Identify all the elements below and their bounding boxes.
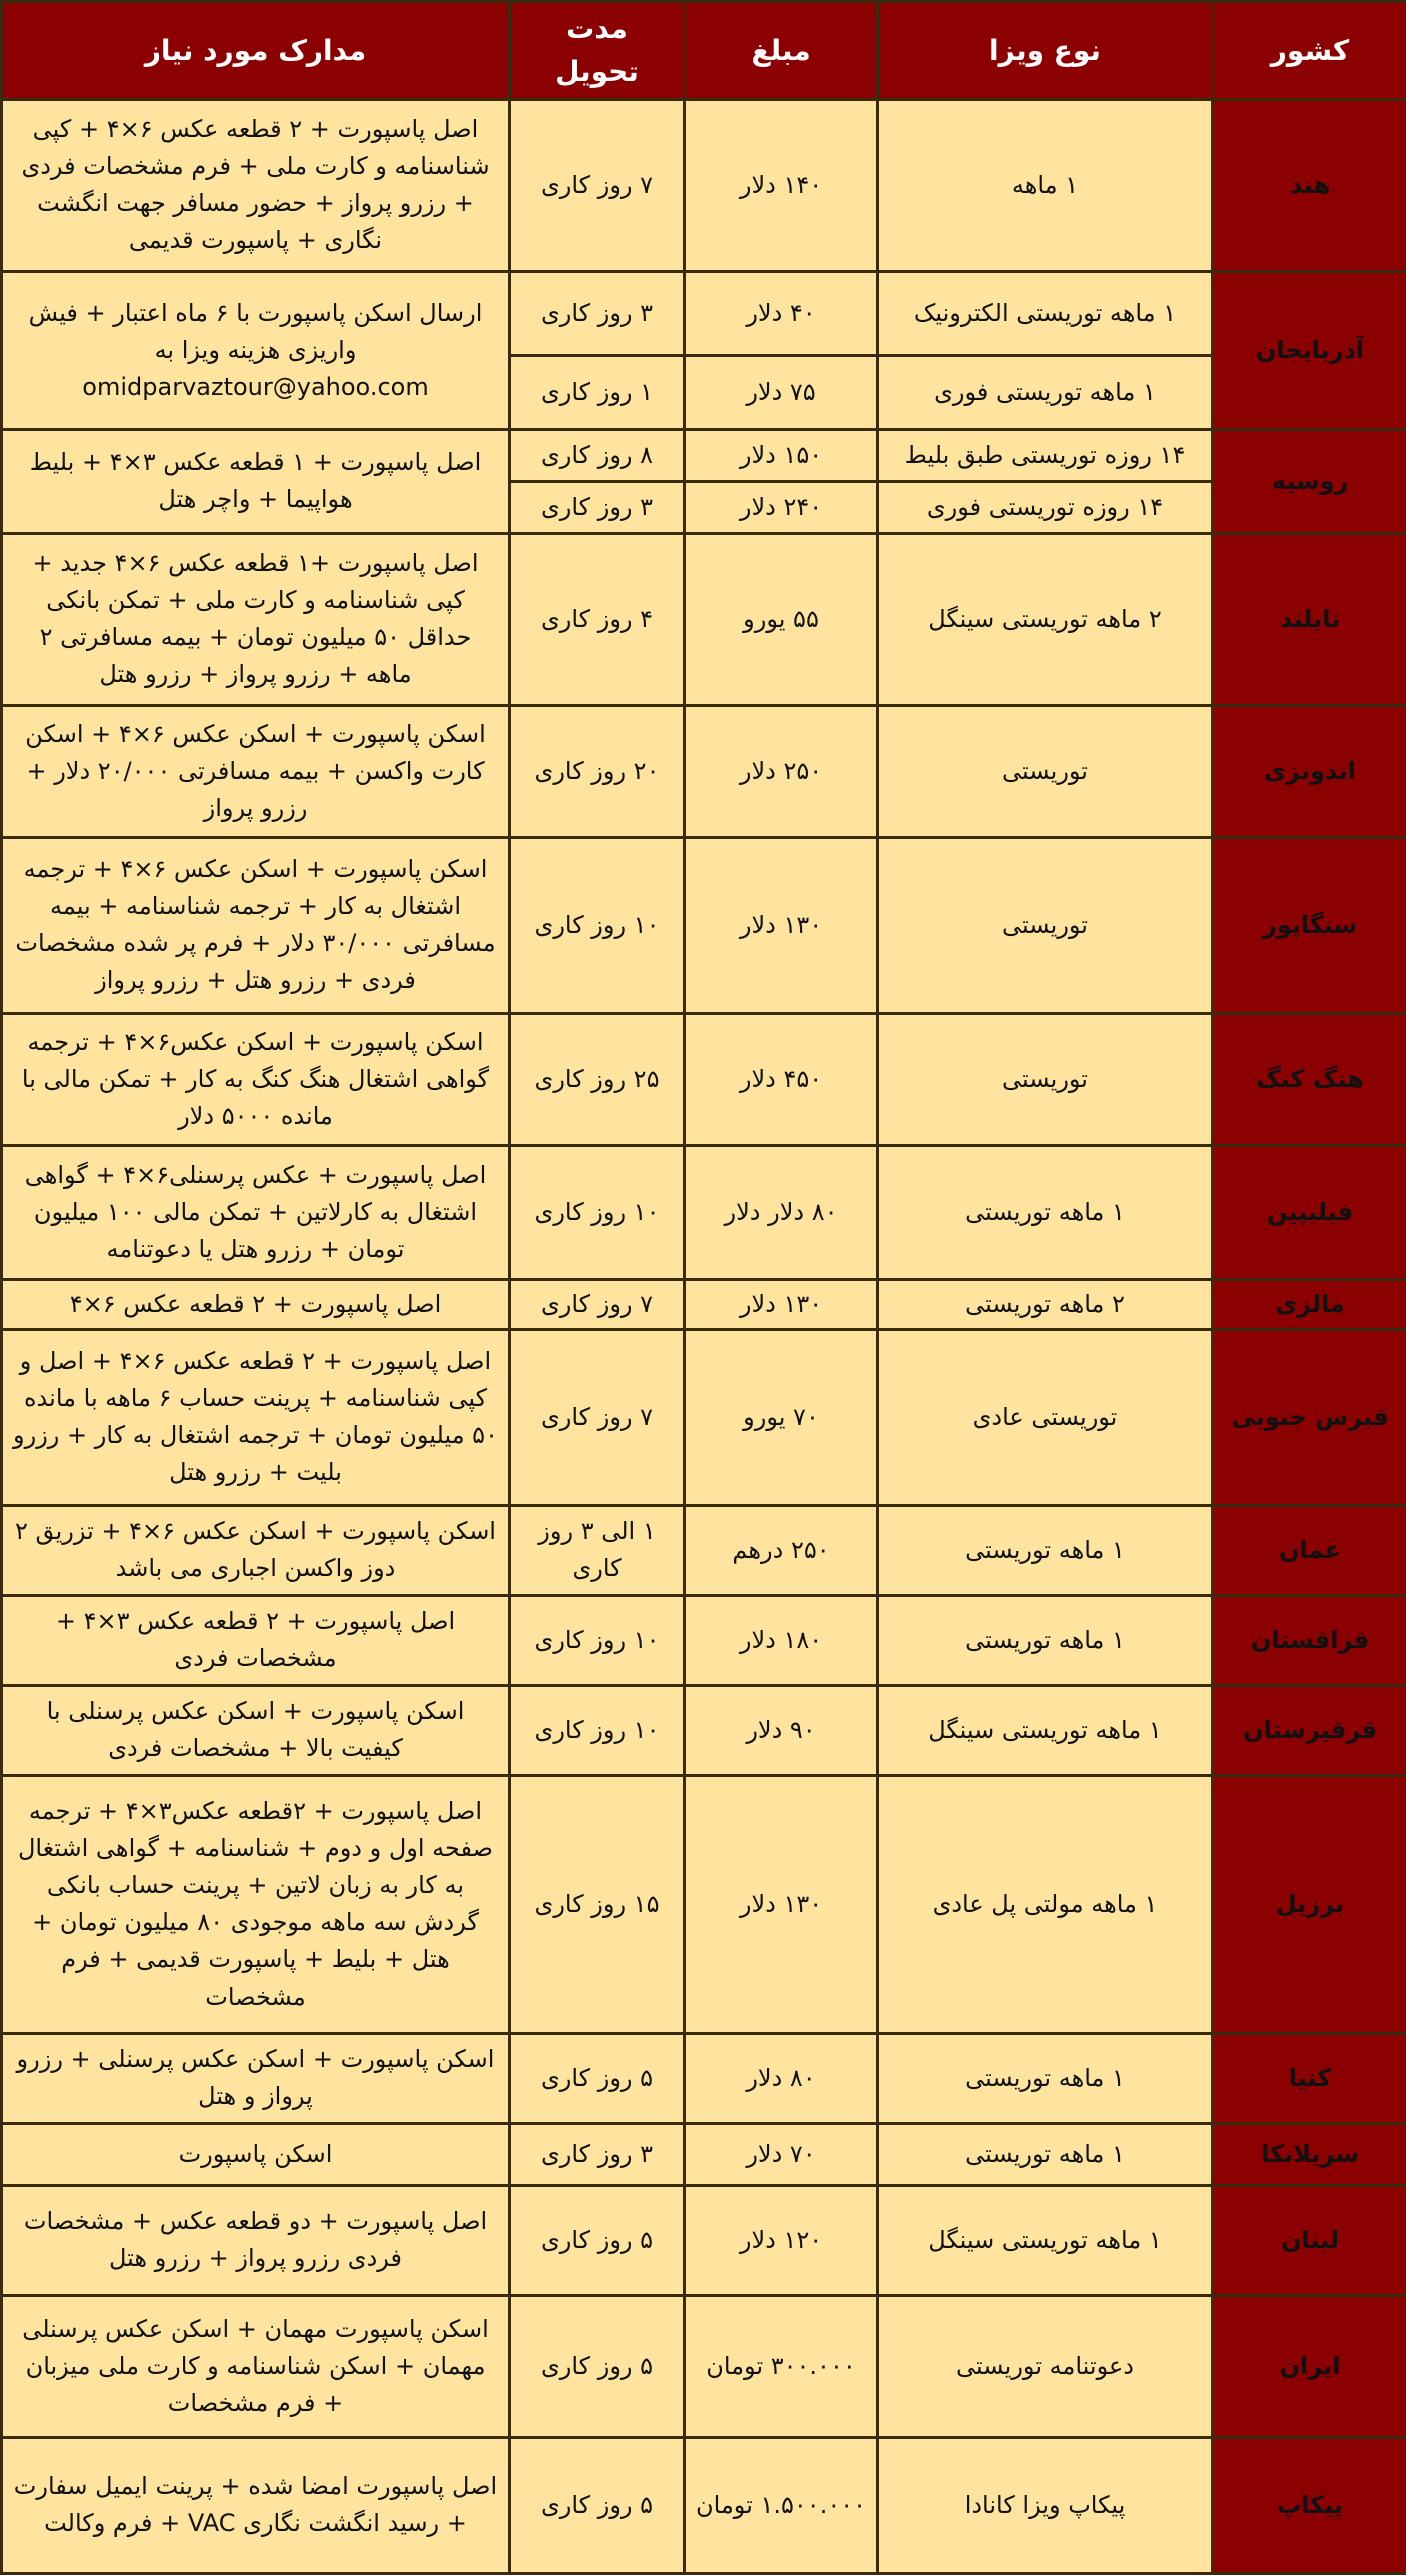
docs-cell (2, 271, 510, 429)
delivery-cell: ۱۵ روز کاری (510, 1775, 685, 2033)
delivery-cell: ۱ روز کاری (510, 355, 685, 429)
table-row (2, 2295, 1406, 2437)
country-cell: سنگاپور (1213, 837, 1406, 1013)
price-cell: ۲۵۰ درهم (685, 1505, 878, 1595)
price-cell: ۳۰۰.۰۰۰ تومان (685, 2295, 878, 2437)
docs-cell: اصل پاسپورت +۱ قطعه عکس ۶×۴ جدید + کپی شناسنامه و کارت ملی + تمکن بانکی حداقل ۵۰ میلیون تومان + بیمه مسافرتی ۲ ماهه + رزرو پرواز + رزرو هتل (2, 533, 510, 705)
delivery-cell: ۷ روز کاری (510, 1329, 685, 1505)
price-cell: ۱۳۰ دلار (685, 837, 878, 1013)
price-cell: ۵۵ یورو (685, 533, 878, 705)
price-cell: ۷۰ دلار (685, 2123, 878, 2185)
price-cell: ۱۴۰ دلار (685, 99, 878, 271)
delivery-cell: ۱۰ روز کاری (510, 1145, 685, 1279)
visa-type-cell: ۱ ماهه توریستی سینگل (878, 2185, 1213, 2295)
delivery-cell: ۱۰ روز کاری (510, 1685, 685, 1775)
table-row (2, 705, 1406, 837)
delivery-cell: ۱ الی ۳ روز کاری (510, 1505, 685, 1595)
header-visa-type: نوع ویزا (878, 2, 1213, 100)
header-docs: مدارک مورد نیاز (2, 2, 510, 100)
visa-type-cell: ۱۴ روزه توریستی طبق بلیط (878, 429, 1213, 481)
visa-type-cell: ۱ ماهه توریستی (878, 1145, 1213, 1279)
price-cell: ۸۰ دلار (685, 2033, 878, 2123)
visa-type-cell: ۱ ماهه توریستی (878, 2123, 1213, 2185)
table-row (2, 271, 1406, 355)
country-cell: عمان (1213, 1505, 1406, 1595)
delivery-cell: ۲۰ روز کاری (510, 705, 685, 837)
price-cell: ۱۳۰ دلار (685, 1775, 878, 2033)
delivery-cell: ۴ روز کاری (510, 533, 685, 705)
email-link[interactable]: omidparvaztour@yahoo.com (82, 373, 428, 401)
header-price: مبلغ (685, 2, 878, 100)
table-row (2, 99, 1406, 271)
table-row (2, 1329, 1406, 1505)
price-cell: ۹۰ دلار (685, 1685, 878, 1775)
country-cell: لبنان (1213, 2185, 1406, 2295)
delivery-cell: ۳ روز کاری (510, 481, 685, 533)
price-cell: ۷۵ دلار (685, 355, 878, 429)
delivery-cell: ۳ روز کاری (510, 271, 685, 355)
docs-cell: اصل پاسپورت امضا شده + پرینت ایمیل سفارت + رسید انگشت نگاری VAC + فرم وکالت (2, 2437, 510, 2573)
header-delivery: مدت تحویل (510, 2, 685, 100)
country-cell: آذربایجان (1213, 271, 1406, 429)
country-cell: فیلیپین (1213, 1145, 1406, 1279)
country-cell: مالزی (1213, 1279, 1406, 1329)
delivery-cell: ۸ روز کاری (510, 429, 685, 481)
visa-type-cell: پیکاپ ویزا کانادا (878, 2437, 1213, 2573)
visa-type-cell: ۲ ماهه توریستی (878, 1279, 1213, 1329)
price-cell: ۲۵۰ دلار (685, 705, 878, 837)
delivery-cell: ۵ روز کاری (510, 2295, 685, 2437)
delivery-cell: ۱۰ روز کاری (510, 837, 685, 1013)
price-cell: ۱.۵۰۰.۰۰۰ تومان (685, 2437, 878, 2573)
table-row (2, 2185, 1406, 2295)
country-cell: تایلند (1213, 533, 1406, 705)
price-cell: ۸۰ دلار دلار (685, 1145, 878, 1279)
docs-cell: اسکن پاسپورت مهمان + اسکن عکس پرسنلی مهمان + اسکن شناسنامه و کارت ملی میزبان + فرم مشخصات (2, 2295, 510, 2437)
delivery-cell: ۵ روز کاری (510, 2033, 685, 2123)
delivery-cell: ۱۰ روز کاری (510, 1595, 685, 1685)
table-row (2, 533, 1406, 705)
docs-cell: اسکن پاسپورت + اسکن عکس پرسنلی + رزرو پرواز و هتل (2, 2033, 510, 2123)
docs-cell: اصل پاسپورت + ۲ قطعه عکس ۶×۴ + اصل و کپی شناسنامه + پرینت حساب ۶ ماهه با مانده ۵۰ میلیون تومان + ترجمه اشتغال به کار + رزرو بلیت + رزرو هتل (2, 1329, 510, 1505)
table-row (2, 1013, 1406, 1145)
delivery-cell: ۵ روز کاری (510, 2437, 685, 2573)
docs-cell: اصل پاسپورت + ۱ قطعه عکس ۳×۴ + بلیط هواپیما + واچر هتل (2, 429, 510, 533)
visa-type-cell: ۱۴ روزه توریستی فوری (878, 481, 1213, 533)
country-cell: کنیا (1213, 2033, 1406, 2123)
docs-cell: اصل پاسپورت + دو قطعه عکس + مشخصات فردی رزرو پرواز + رزرو هتل (2, 2185, 510, 2295)
price-cell: ۴۵۰ دلار (685, 1013, 878, 1145)
table-row (2, 2033, 1406, 2123)
country-cell: هنگ کنگ (1213, 1013, 1406, 1145)
visa-type-cell: ۱ ماهه توریستی (878, 1595, 1213, 1685)
visa-type-cell: توریستی عادی (878, 1329, 1213, 1505)
docs-cell: اصل پاسپورت + ۲ قطعه عکس ۶×۴ + کپی شناسنامه و کارت ملی + فرم مشخصات فردی + رزرو پرواز + حضور مسافر جهت انگشت نگاری + پاسپورت قدیمی (2, 99, 510, 271)
docs-cell: اسکن پاسپورت + اسکن عکس پرسنلی با کیفیت بالا + مشخصات فردی (2, 1685, 510, 1775)
table-row (2, 2437, 1406, 2573)
visa-type-cell: ۱ ماهه توریستی (878, 1505, 1213, 1595)
table-row (2, 1279, 1406, 1329)
table-row (2, 837, 1406, 1013)
price-cell: ۱۲۰ دلار (685, 2185, 878, 2295)
docs-text: ارسال اسکن پاسپورت با ۶ ماه اعتبار + فیش واریزی هزینه ویزا به (29, 299, 483, 364)
country-cell: ایران (1213, 2295, 1406, 2437)
visa-type-cell: ۱ ماهه توریستی (878, 2033, 1213, 2123)
country-cell: روسیه (1213, 429, 1406, 533)
price-cell: ۷۰ یورو (685, 1329, 878, 1505)
docs-cell: اسکن پاسپورت + اسکن عکس ۶×۴ + تزریق ۲ دوز واکسن اجباری می باشد (2, 1505, 510, 1595)
docs-cell: اسکن پاسپورت + اسکن عکس۶×۴ + ترجمه گواهی اشتغال هنگ کنگ به کار + تمکن مالی با مانده ۵۰۰۰ دلار (2, 1013, 510, 1145)
visa-type-cell: ۱ ماهه مولتی پل عادی (878, 1775, 1213, 2033)
delivery-cell: ۷ روز کاری (510, 1279, 685, 1329)
delivery-cell: ۲۵ روز کاری (510, 1013, 685, 1145)
country-cell: پیکاپ (1213, 2437, 1406, 2573)
country-cell: اندونزی (1213, 705, 1406, 837)
table-row (2, 429, 1406, 481)
country-cell: برزیل (1213, 1775, 1406, 2033)
table-row (2, 1685, 1406, 1775)
price-cell: ۲۴۰ دلار (685, 481, 878, 533)
visa-type-cell: ۱ ماهه توریستی فوری (878, 355, 1213, 429)
docs-cell: اسکن پاسپورت (2, 2123, 510, 2185)
country-cell: هند (1213, 99, 1406, 271)
table-row (2, 1595, 1406, 1685)
docs-cell: اصل پاسپورت + ۲قطعه عکس۳×۴ + ترجمه صفحه اول و دوم + شناسنامه + گواهی اشتغال به کار به زبان لاتین + پرینت حساب بانکی گردش سه ماهه موجودی ۸۰ میلیون تومان + هتل + بلیط + پاسپورت قدیمی + فرم مشخصات (2, 1775, 510, 2033)
visa-type-cell: ۱ ماهه توریستی الکترونیک (878, 271, 1213, 355)
price-cell: ۴۰ دلار (685, 271, 878, 355)
delivery-cell: ۵ روز کاری (510, 2185, 685, 2295)
visa-type-cell: توریستی (878, 837, 1213, 1013)
visa-type-cell: توریستی (878, 1013, 1213, 1145)
table-row (2, 1505, 1406, 1595)
visa-type-cell: دعوتنامه توریستی (878, 2295, 1213, 2437)
visa-type-cell: ۲ ماهه توریستی سینگل (878, 533, 1213, 705)
price-cell: ۱۵۰ دلار (685, 429, 878, 481)
price-cell: ۱۳۰ دلار (685, 1279, 878, 1329)
docs-cell: اسکن پاسپورت + اسکن عکس ۶×۴ + ترجمه اشتغال به کار + ترجمه شناسنامه + بیمه مسافرتی ۳۰/۰۰۰ دلار + فرم پر شده مشخصات فردی + رزرو هتل + رزرو پرواز (2, 837, 510, 1013)
delivery-cell: ۷ روز کاری (510, 99, 685, 271)
header-country: کشور (1213, 2, 1406, 100)
table-row (2, 1145, 1406, 1279)
header-row (2, 2, 1406, 100)
docs-cell: اصل پاسپورت + ۲ قطعه عکس ۳×۴ + مشخصات فردی (2, 1595, 510, 1685)
price-cell: ۱۸۰ دلار (685, 1595, 878, 1685)
visa-type-cell: ۱ ماهه (878, 99, 1213, 271)
table-row (2, 1775, 1406, 2033)
country-cell: قرقیزستان (1213, 1685, 1406, 1775)
docs-cell: اصل پاسپورت + ۲ قطعه عکس ۶×۴ (2, 1279, 510, 1329)
table-row (2, 2123, 1406, 2185)
country-cell: قبرس جنوبی (1213, 1329, 1406, 1505)
country-cell: سریلانکا (1213, 2123, 1406, 2185)
docs-cell: اسکن پاسپورت + اسکن عکس ۶×۴ + اسکن کارت واکسن + بیمه مسافرتی ۲۰/۰۰۰ دلار + رزرو پرواز (2, 705, 510, 837)
delivery-cell: ۳ روز کاری (510, 2123, 685, 2185)
docs-cell: اصل پاسپورت + عکس پرسنلی۶×۴ + گواهی اشتغال به کارلاتین + تمکن مالی ۱۰۰ میلیون تومان + رزرو هتل یا دعوتنامه (2, 1145, 510, 1279)
country-cell: قزاقستان (1213, 1595, 1406, 1685)
visa-type-cell: توریستی (878, 705, 1213, 837)
visa-type-cell: ۱ ماهه توریستی سینگل (878, 1685, 1213, 1775)
